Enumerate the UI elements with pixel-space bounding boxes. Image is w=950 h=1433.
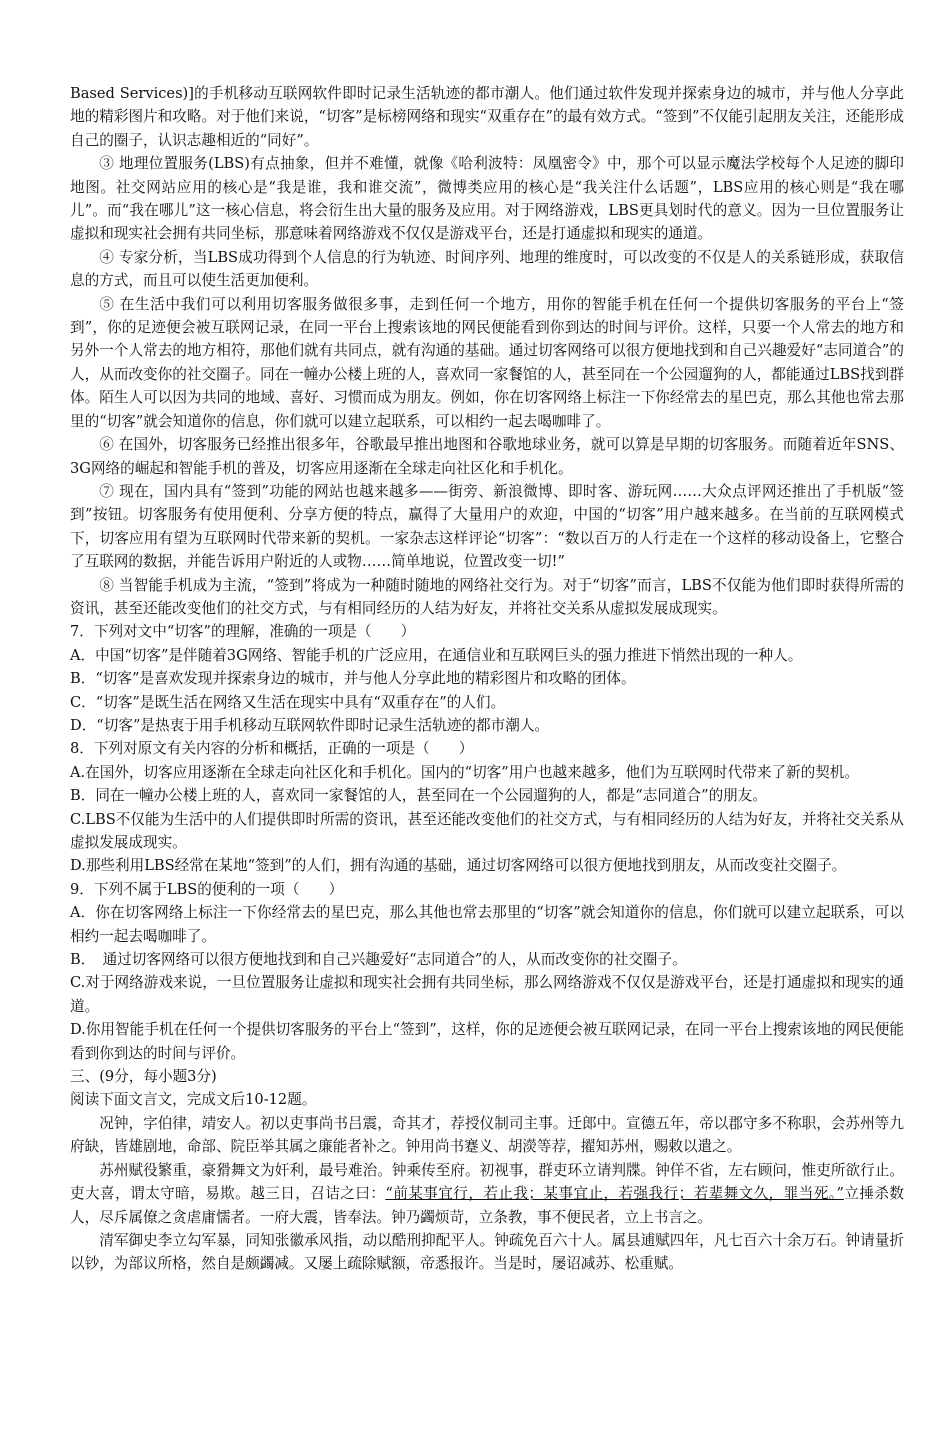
section-3 <box>70 1065 904 1276</box>
passage-paragraph-2-tail: Based Services)]的手机移动互联网软件即时记录生活轨迹的都市潮人。他们通过软件发现并探索身边的城市，并与他人分享此地的精彩图片和攻略。对于他们来说，“切客”是标榜网络和现实“双重存在”的最有效方式。“签到”不仅能引起朋友关注，还能形成自己的圈子，认识志趣相近的“同好”。 <box>70 85 904 149</box>
paragraph-text: 苏州赋役繁重，豪猾舞文为奸利，最号难治。钟乘传至府。初视事，群吏环立请判牒。钟佯不省，左右顾问，惟吏所欲行止。吏大喜，谓太守暗，易欺。越三日，召诘之曰： <box>70 1161 904 1203</box>
passage-paragraph-6: ⑥ 在国外，切客服务已经推出很多年，谷歌最早推出地图和谷歌地球业务，就可以算是早期的切客服务。而随着近年SNS、3G网络的崛起和智能手机的普及，切客应用逐渐在全球走向社区化和手机化。 <box>70 436 904 477</box>
option-d: D.那些利用LBS经常在某地“签到”的人们，拥有沟通的基础，通过切客网络可以很方便地找到朋友，从而改变社交圈子。 <box>70 857 847 875</box>
classical-paragraph-1: 况钟，字伯律，靖安人。初以吏事尚书吕震，奇其才，荐授仪制司主事。迁郎中。宣德五年，帝以郡守多不称职，会苏州等九府缺，皆雄剧地，命部、院臣举其属之廉能者补之。钟用尚书蹇义、胡濙等荐，擢知苏州，赐敕以遣之。 <box>70 1114 904 1156</box>
option-c: C.LBS不仅能为生活中的人们提供即时所需的资讯，甚至还能改变他们的社交方式，与有相同经历的人结为好友，并将社交关系从虚拟发展成现实。 <box>70 810 904 851</box>
option-d: D．“切客”是热衷于用手机移动互联网软件即时记录生活轨迹的都市潮人。 <box>70 716 550 734</box>
option-c: C．“切客”是既生活在网络又生活在现实中具有“双重存在”的人们。 <box>70 693 506 711</box>
paragraph-text: 立捶杀数人，尽斥属僚之贪虐庸懦者。一府大震，皆奉法。钟乃蠲烦苛，立条教，事不便民者，立上书言之。 <box>70 1185 904 1226</box>
reading-passage <box>70 82 904 620</box>
question-stem: 7．下列对文中“切客”的理解，准确的一项是（ ） <box>70 623 416 641</box>
option-a: A.在国外，切客应用逐渐在全球走向社区化和手机化。国内的“切客”用户也越来越多，他们为互联网时代带来了新的契机。 <box>70 763 859 781</box>
option-b: B．“切客”是喜欢发现并探索身边的城市，并与他人分享此地的精彩图片和攻略的团体。 <box>70 670 636 688</box>
question-stem: 8．下列对原文有关内容的分析和概括，正确的一项是（ ） <box>70 740 474 758</box>
underlined-sentence: “前某事宜行，若止我；某事宜止，若强我行；若辈舞文久，罪当死。” <box>385 1185 844 1203</box>
option-b: B． 通过切客网络可以很方便地找到和自己兴趣爱好“志同道合”的人，从而改变你的社交圈子。 <box>70 951 687 969</box>
question-7 <box>70 620 904 737</box>
passage-paragraph-3: ③ 地理位置服务(LBS)有点抽象，但并不难懂，就像《哈利波特：凤凰密令》中，那个可以显示魔法学校每个人足迹的脚印地图。社交网站应用的核心是“我是谁，我和谁交流”，微博类应用的核心是“我关注什么话题”，LBS应用的核心则是“我在哪儿”。而“我在哪儿”这一核心信息，将会衍生出大量的服务及应用。对于网络游戏，LBS更具划时代的意义。因为一旦位置服务让虚拟和现实社会拥有共同坐标，那意味着网络游戏不仅仅是游戏平台，还是打通虚拟和现实的通道。 <box>70 155 904 243</box>
option-a: A．你在切客网络上标注一下你经常去的星巴克，那么其他也常去那里的“切客”就会知道你的信息，你们就可以建立起联系，可以相约一起去喝咖啡了。 <box>70 904 904 945</box>
passage-paragraph-7: ⑦ 现在，国内具有“签到”功能的网站也越来越多——街旁、新浪微博、即时客、游玩网……大众点评网还推出了手机版“签到”按钮。切客服务有使用便利、分享方便的特点，赢得了大量用户的欢迎，中国的“切客”用户越来越多。在当前的互联网模式下，切客应用有望为互联网时代带来新的契机。一家杂志这样评论“切客”：“数以百万的人行走在一个这样的移动设备上，它整合了互联网的数据，并能告诉用户附近的人或物……简单地说，位置改变一切!” <box>70 482 904 571</box>
passage-paragraph-4: ④ 专家分析，当LBS成功得到个人信息的行为轨迹、时间序列、地理的维度时，可以改变的不仅是人的关系链形成，获取信息的方式，而且可以使生活更加便利。 <box>70 248 904 290</box>
section-heading: 三、(9分，每小题3分) <box>70 1068 217 1086</box>
question-stem: 9．下列不属于LBS的便利的一项（ ） <box>70 880 344 898</box>
classical-paragraph-3: 清军御史李立勾军暴，同知张徽承风指，动以酷刑抑配平人。钟疏免百六十人。属县逋赋四年，凡七百六十余万石。钟请量折以钞，为部议所格，然自是颇蠲减。又屡上疏除赋额，帝悉报许。当是时，屡诏减苏、松重赋。 <box>70 1231 904 1273</box>
question-9 <box>70 878 904 1065</box>
section-instruction: 阅读下面文言文，完成文后10-12题。 <box>70 1091 317 1109</box>
option-b: B．同在一幢办公楼上班的人，喜欢同一家餐馆的人，甚至同在一个公园遛狗的人，都是“志同道合”的朋友。 <box>70 787 767 805</box>
passage-paragraph-5: ⑤ 在生活中我们可以利用切客服务做很多事，走到任何一个地方，用你的智能手机在任何一个提供切客服务的平台上“签到”，你的足迹便会被互联网记录，在同一平台上搜索该地的网民便能看到你到达的时间与评价。这样，只要一个人常去的地方和另外一个人常去的地方相符，那他们就有共同点，就有沟通的基础。通过切客网络可以很方便地找到和自己兴趣爱好“志同道合”的人，从而改变你的社交圈子。同在一幢办公楼上班的人，喜欢同一家餐馆的人，甚至同在一个公园遛狗的人，都能通过LBS找到群体。陌生人可以因为共同的地域、喜好、习惯而成为朋友。例如，你在切客网络上标注一下你经常去的星巴克，那么其他也常去那里的“切客”就会知道你的信息，你们就可以建立起联系，可以相约一起去喝咖啡了。 <box>70 295 904 430</box>
option-a: A．中国“切客”是伴随着3G网络、智能手机的广泛应用，在通信业和互联网巨头的强力推进下悄然出现的一种人。 <box>70 646 803 664</box>
option-d: D.你用智能手机在任何一个提供切客服务的平台上“签到”，这样，你的足迹便会被互联网记录，在同一平台上搜索该地的网民便能看到你到达的时间与评价。 <box>70 1021 904 1062</box>
question-8 <box>70 737 904 877</box>
passage-paragraph-8: ⑧ 当智能手机成为主流，“签到”将成为一种随时随地的网络社交行为。对于“切客”而言，LBS不仅能为他们即时获得所需的资讯，甚至还能改变他们的社交方式，与有相同经历的人结为好友，并将社交关系从虚拟发展成现实。 <box>70 576 904 617</box>
classical-paragraph-2 <box>70 1159 904 1229</box>
option-c: C.对于网络游戏来说，一旦位置服务让虚拟和现实社会拥有共同坐标，那么网络游戏不仅仅是游戏平台，还是打通虚拟和现实的通道。 <box>70 974 904 1015</box>
